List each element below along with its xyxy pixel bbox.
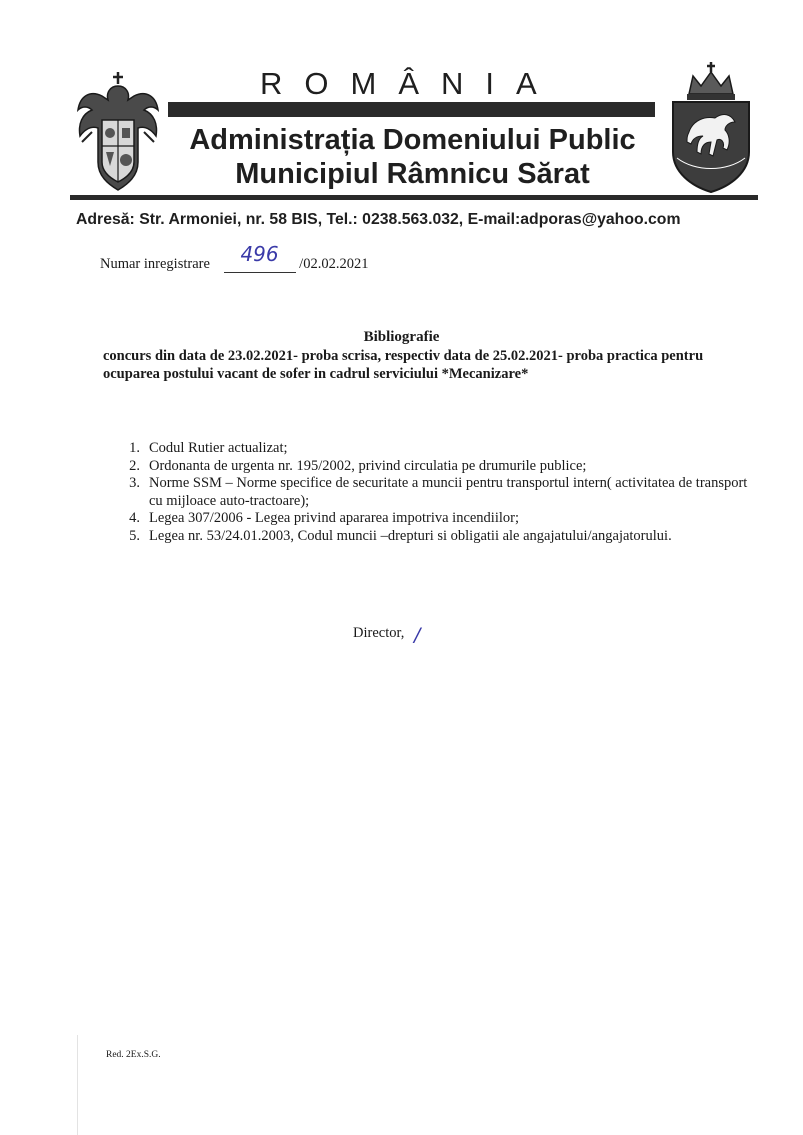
- document-subtitle: concurs din data de 23.02.2021- proba scrisa, respectiv data de 25.02.2021- proba practica pentru ocuparea postului vacant de sofer in cadrul serviciului *Mecanizare*: [103, 348, 704, 382]
- margin-line: [77, 1035, 78, 1135]
- romania-coat-of-arms-icon: [72, 66, 164, 194]
- organization-name-line2: Municipiul Râmnicu Sărat: [235, 158, 590, 190]
- registration-line: [100, 242, 369, 273]
- list-item-text: Legea 307/2006 - Legea privind apararea impotriva incendiilor;: [149, 510, 520, 526]
- list-item: [112, 440, 762, 458]
- list-item-text: Ordonanta de urgenta nr. 195/2002, privind circulatia pe drumurile publice;: [149, 457, 587, 474]
- list-item: [112, 528, 762, 546]
- list-item: [112, 475, 762, 510]
- list-item-number: 2.: [129, 457, 140, 474]
- list-item-text: Codul Rutier actualizat;: [149, 440, 288, 456]
- list-item-number: 5.: [129, 527, 140, 544]
- bibliography-list: [112, 440, 762, 545]
- registration-number-field: [224, 242, 296, 273]
- registration-date: /02.02.2021: [299, 256, 369, 272]
- signature-mark: /: [414, 624, 421, 646]
- header-band-top: [168, 102, 655, 117]
- registration-label: Numar inregistrare: [100, 256, 210, 272]
- list-item-number: 1.: [129, 440, 140, 456]
- country-title: ROMÂNIA: [260, 66, 559, 101]
- document-title: Bibliografie: [363, 329, 440, 345]
- list-item-number: 3.: [129, 475, 140, 491]
- registration-number: 496: [240, 242, 279, 266]
- redactor-note: Red. 2Ex.S.G.: [106, 1050, 161, 1060]
- list-item-number: 4.: [129, 510, 140, 526]
- list-item-text: Norme SSM – Norme specifice de securitate a muncii pentru transportul intern( activitatea de transport cu mijloace auto-tractoare);: [149, 475, 748, 509]
- organization-name-line1: Administrația Domeniului Public: [189, 124, 636, 156]
- ramnicu-sarat-coat-of-arms-icon: [665, 60, 757, 194]
- director-label: Director,: [353, 625, 405, 641]
- header-band-bottom: [70, 195, 758, 200]
- address-line: Adresă: Str. Armoniei, nr. 58 BIS, Tel.: 0238.563.032, E-mail:adporas@yahoo.com: [76, 211, 681, 228]
- list-item-text: Legea nr. 53/24.01.2003, Codul muncii –drepturi si obligatii ale angajatului/angajatorului.: [149, 527, 672, 544]
- list-item: [112, 510, 762, 528]
- list-item: [112, 458, 762, 476]
